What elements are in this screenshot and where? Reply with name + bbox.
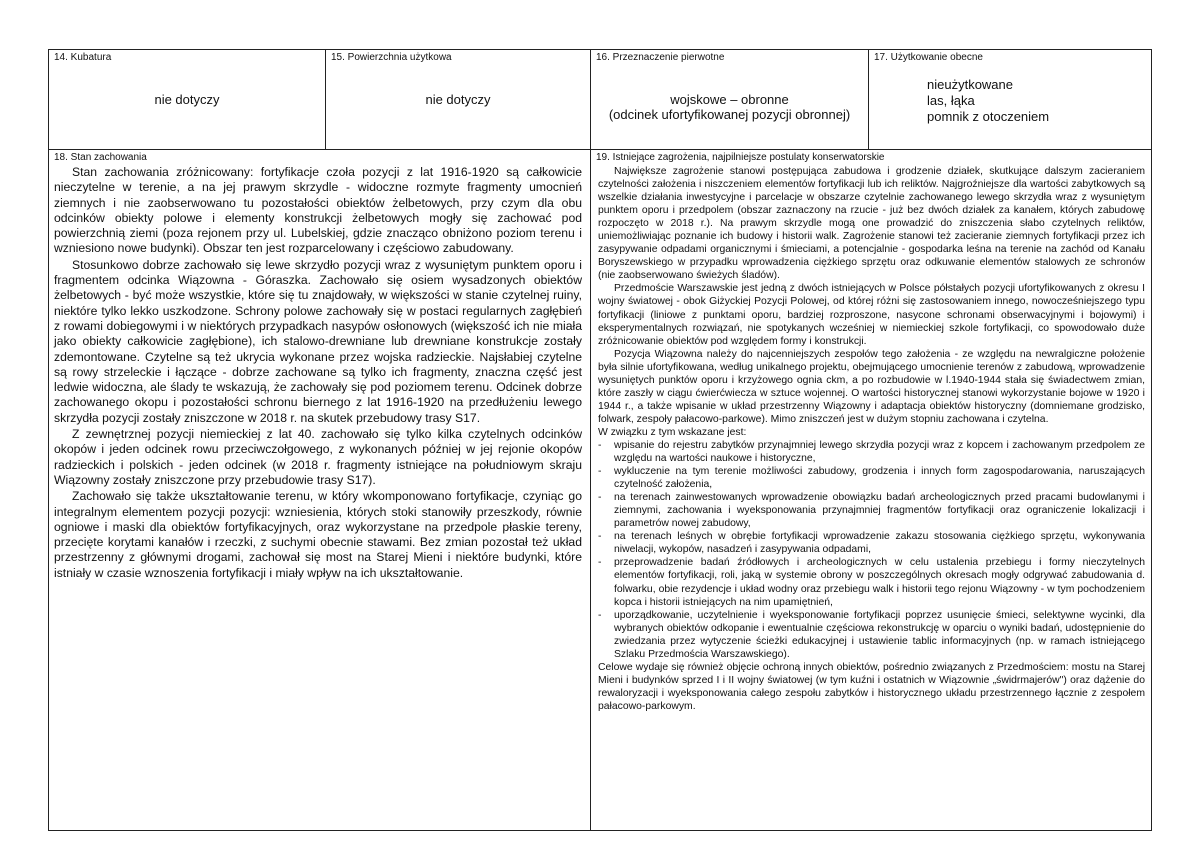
- zagrozenia-text: [598, 165, 1145, 713]
- stan-zachowania-cell: [49, 149, 591, 830]
- postulat-item: - przeprowadzenie badań źródłowych i archeologicznych w celu ustalenia przebiegu i formy nieczytelnych elementów fortyfikacji, roli, jaką w systemie obrony w poszczególnych okresach mogły odgrywać zabudowania d. folwarku, obie rezydencje i układ wodny oraz przebiegu walk i historii tego rejonu Wiązowny - w tym pochodzeniem kopca i historii istniejących na nim upamiętnień,: [598, 556, 1145, 608]
- kubatura-value: nie dotyczy: [154, 92, 220, 107]
- przeznaczenie-value-line1: wojskowe – obronne: [670, 92, 789, 107]
- stan-paragraph: Zachowało się także ukształtowanie terenu, w który wkomponowano fortyfikacje, czyniąc go integralnym elementem pozycji pozycji: wzniesienia, których stoki stanowiły przeszkody, równie ogniowe i maski dla obiektów fortyfikacyjnych, oraz wykorzystane na przedpole płaskie tereny, przecięte korytami kanałów i rzeczki, z suchymi obecnie stawami. Bez zmian pozostał też układ przestrzenny z głównymi drogami, zachował się most na Starej Mieni i niektóre budynki, które istniały w czasie wznoszenia fortyfikacji i miały wpływ na ich ukształtowanie.: [54, 489, 582, 580]
- postulat-item: - na terenach leśnych w obrębie fortyfikacji wprowadzenie zakazu stosowania ciężkiego sprzętu, wykonywania niwelacji, wykopów, nasadzeń i zasypywania odpadami,: [598, 530, 1145, 556]
- przeznaczenie-value: [591, 92, 868, 122]
- zagrozenia-cell: [591, 149, 1151, 830]
- postulaty-list: [598, 439, 1145, 661]
- stan-paragraph: Z zewnętrznej pozycji niemieckiej z lat 40. zachowało się tylko kilka czytelnych odcinków okopów i jeden odcinek rowu przeciwczołgowego, z wykonanych później w jej rejonie okopów radzieckich i polskich - jeden odcinek (w 2018 r. fragmenty istniejące na południowym skraju Wiązowny zostały zniszczone przy przebudowie trasy S17).: [54, 427, 582, 487]
- zagrozenia-label: 19. Istniejące zagrożenia, najpilniejsze postulaty konserwatorskie: [596, 152, 885, 163]
- uzytkowanie-label: 17. Użytkowanie obecne: [874, 52, 983, 63]
- zagrozenia-paragraph: Pozycja Wiązowna należy do najcenniejszych zespołów tego założenia - ze względu na newralgiczne położenie była silnie ufortyfikowana, według unikalnego projektu, obejmującego umocnienie terenów z zabudową, wprowadzenie wysuniętych punktów oporu i krzyżowego ognia ckm, a po rozbudowie w l.1940-1944 stała się świadectwem zmian, które zaszły w ciągu ćwierćwiecza w sztuce wojennej. O wartości historycznej stanowi wykorzystanie bojowe w 1920 i 1944 r., a także wpisanie w układ przestrzenny Wiązowny i adaptacja obiektów historyczny (domniemane grodzisko, folwark, zespoły pałacowo-parkowe). Mimo zniszczeń jest w dużym stopniu zachowana i czytelna.: [598, 348, 1145, 425]
- zagrozenia-intro: W związku z tym wskazane jest:: [598, 426, 747, 438]
- powierzchnia-label: 15. Powierzchnia użytkowa: [331, 52, 452, 63]
- kubatura-label: 14. Kubatura: [54, 52, 112, 63]
- zagrozenia-paragraph: Największe zagrożenie stanowi postępująca zabudowa i grodzenie działek, skutkujące dalszym zacieraniem czytelności założenia i niszczeniem elementów fortyfikacji lub ich reliktów. Najgroźniejsze dla wartości zabytkowych są wszelkie działania inwestycyjne i parcelacje w obszarze czytelnie zachowanego lewego skrzydła wraz z wysuniętym punktem oporu i przedpolem (obszar zaznaczony na rzucie - już bez dwóch działek za kanałem, których zabudowę rozpoczęto w 2018 r.). Na prawym skrzydle mogą one prowadzić do zniszczenia słabo czytelnych reliktów, uniemożliwiając poznanie ich budowy i historii walk. Zagrożenie stanowi też zacieranie ziemnych fortyfikacji przez ich zasypywanie odpadami organicznymi i śmieciami, a potencjalnie - gospodarka leśna na terenie na zachód od Kanału Boryszewskiego w przypadku wprowadzenia ciężkiego sprzętu oraz odkuwanie elementów stalowych ze schronów (nie zaobserwowano świeżych śladów).: [598, 166, 1145, 282]
- powierzchnia-value: nie dotyczy: [425, 92, 491, 107]
- top-row: [49, 50, 1151, 150]
- powierzchnia-cell: [326, 50, 591, 149]
- stan-zachowania-text: [54, 165, 582, 582]
- record-sheet: [48, 49, 1152, 831]
- postulat-item: - na terenach zainwestowanych wprowadzenie obowiązku badań archeologicznych przed pracami budowlanymi i ziemnymi, zachowania i wyeksponowania przynajmniej fragmentów fortyfikacji oraz ograniczenie lokalizacji i parametrów nowej zabudowy,: [598, 491, 1145, 530]
- postulat-item: - wykluczenie na tym terenie możliwości zabudowy, grodzenia i innych form zagospodarowania, naruszających czytelność założenia,: [598, 465, 1145, 491]
- zagrozenia-paragraph: Przedmoście Warszawskie jest jedną z dwóch istniejących w Polsce półstałych pozycji ufortyfikowanych z okresu I wojny światowej - obok Giżyckiej Pozycji Polowej, od której różni się zastosowaniem innego, nowocześniejszego typu fortyfikacji (liniowe z punktami oporu, bardziej rozproszone, nasycone schronami obserwacyjnymi i bojowymi) i eksperymentalnych rozwiązań, nie spotykanych wcześniej w niemieckiej szkole fortyfikacji, co spowodowało duże zróżnicowanie obiektów pod względem formy i konstrukcji.: [598, 283, 1145, 347]
- kubatura-cell: [49, 50, 326, 149]
- postulat-item: - wpisanie do rejestru zabytków przynajmniej lewego skrzydła pozycji wraz z kopcem i zachowanym przedpolem ze względu na wartości naukowe i historyczne,: [598, 439, 1145, 465]
- stan-paragraph: Stan zachowania zróżnicowany: fortyfikacje czoła pozycji z lat 1916-1920 są całkowicie nieczytelne w terenie, a na jej prawym skrzydle - widoczne rozmyte fragmenty umocnień ziemnych i nie zaobserwowano tu pozostałości obiektów żelbetowych, przy czym dla obu odcinków obiekty polowe i elementy konstrukcji żelbetowych mogły się zachować pod powierzchnią ziemi (poza rejonem przy ul. Lubelskiej, gdzie znacząco obniżono poziom terenu i wzniesiono nowe budynki). Obszar ten jest rozparcelowany i częściowo zabudowany.: [54, 165, 582, 256]
- zagrozenia-paragraph: Celowe wydaje się również objęcie ochroną innych obiektów, pośrednio związanych z Przedmościem: mostu na Starej Mieni i budynków sprzed I i II wojny światowej (w tym kuźni i ostatnich w Wiązownie „świdrmajerów") oraz dążenie do rewaloryzacji i wyeksponowania całego zespołu zabytków i historycznego układu przestrzennego łącznie z zespołem pałacowo-parkowym.: [598, 661, 1145, 712]
- uzytkowanie-cell: [869, 50, 1151, 149]
- przeznaczenie-cell: [591, 50, 869, 149]
- uzytkowanie-value: pomnik z otoczeniem: [927, 109, 1050, 124]
- uzytkowanie-value: las, łąka: [927, 93, 975, 108]
- bottom-row: [49, 149, 1151, 830]
- stan-paragraph: Stosunkowo dobrze zachowało się lewe skrzydło pozycji wraz z wysuniętym punktem oporu i fragmentem odcinka Wiązowna - Góraszka. Zachowało się osiem wysadzonych obiektów żelbetowych - być może wszystkie, które się tu znajdowały, w większości w stanie czytelnej ruiny, niektóre tylko lekko uszkodzone. Schrony polowe zachowały się w postaci regularnych zagłębień z rowami dobiegowymi i w niektórych przypadkach nasypów osłonowych (większość ich nie miała jako obiekty całkowicie zagłębione), ich stalowo-drewniane lub drewniane konstrukcje zostały zdemontowane. Czytelne są też ukrycia wykonane przez wojska radzieckie. Najsłabiej czytelne są rowy strzeleckie i łączące - dobrze zachowane są tylko ich fragmenty, znaczna część jest ledwie widoczna, ale ślady te wskazują, że zachowały się pod poziomem terenu. Odcinek dobrze zachowanego okopu i pozostałości schronu biernego z lat 1916-1920 na przedłużeniu lewego skrzydła pozycji zostały zniszczone w 2018 r. na skutek przebudowy trasy S17.: [54, 257, 582, 425]
- postulat-item: - uporządkowanie, uczytelnienie i wyeksponowanie fortyfikacji poprzez usunięcie śmieci, selektywne wycinki, dla wybranych obiektów odkopanie i ewentualnie częściowa rekonstrukcję w oparciu o wyniki badań, udostępnienie do zwiedzania przez wytyczenie ścieżki edukacyjnej i ustawienie tablic informacyjnych (np. w ramach istniejącego Szlaku Przedmościa Warszawskiego).: [598, 609, 1145, 661]
- uzytkowanie-values: [927, 77, 1049, 125]
- stan-zachowania-label: 18. Stan zachowania: [54, 152, 147, 163]
- uzytkowanie-value: nieużytkowane: [927, 77, 1013, 92]
- przeznaczenie-value-line2: (odcinek ufortyfikowanej pozycji obronnej): [608, 107, 851, 122]
- przeznaczenie-label: 16. Przeznaczenie pierwotne: [596, 52, 725, 63]
